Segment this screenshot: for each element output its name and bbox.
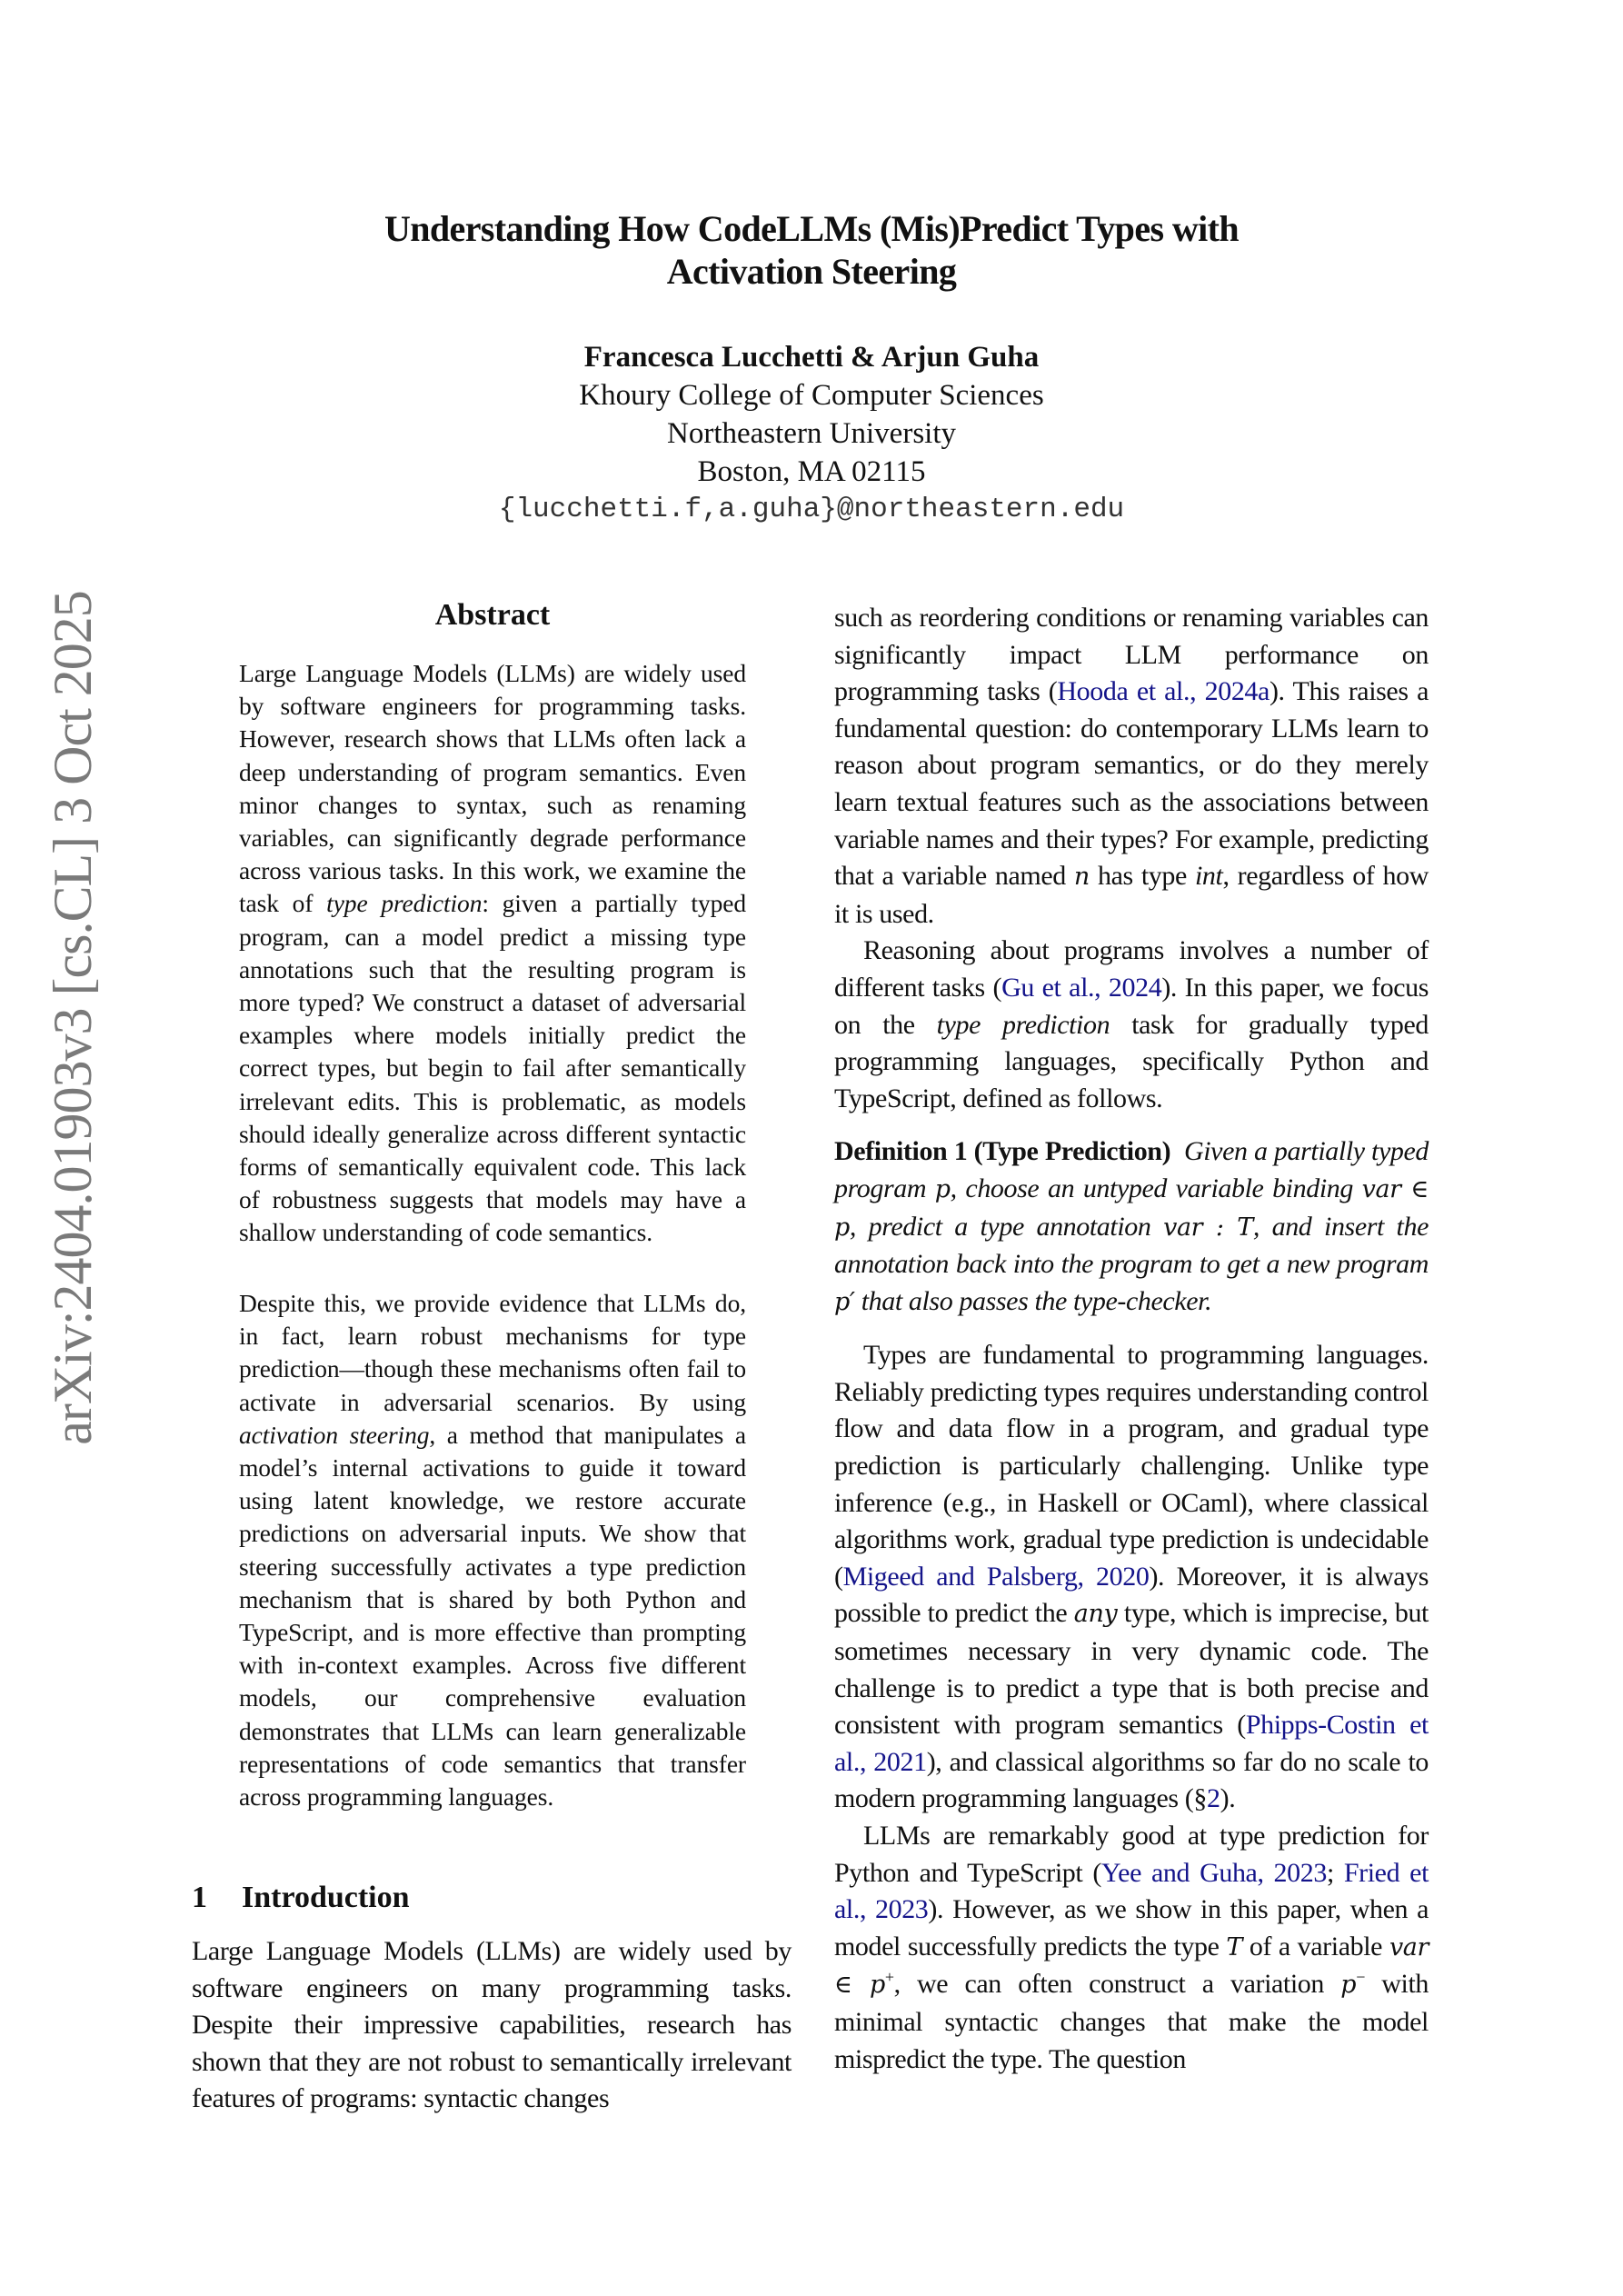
citation-link[interactable]: Migeed and Palsberg, 2020 xyxy=(842,1561,1150,1592)
body-text: , regardless of how it is used. xyxy=(834,861,1429,929)
math-superscript: + xyxy=(884,1968,894,1987)
intro-paragraph-2 xyxy=(834,933,1429,1117)
section-number: 1 xyxy=(192,1881,207,1914)
body-text: , we can often construct a variation xyxy=(893,1969,1341,2000)
title-line-2: Activation Steering xyxy=(666,251,957,292)
abstract-text: Large Language Models (LLMs) are widely used by software engineers for programming tasks. However, research shows that LLMs often lack a deep understanding of program semantics. Even minor changes to syntax, such as renaming variables, can significantly degrade performance across various tasks. In this work, we examine the task of xyxy=(239,659,746,918)
citation-link[interactable]: Hooda et al., 2024a xyxy=(1057,676,1270,707)
body-text: ), and classical algorithms so far do no scale to modern programming languages (§ xyxy=(834,1746,1429,1814)
body-text: Types are fundamental to programming languages. Reliably predicting types requires understanding control flow and data flow in a program, and gradual type prediction is particularly challenging. Unlike type inference (e.g., in Haskell or OCaml), where classical algorithms work, gradual type prediction is undecidable ( xyxy=(834,1340,1429,1592)
math-expression: var ∈ p xyxy=(834,1932,1429,2000)
body-text: ). Moreover, it is always possible to predict the xyxy=(834,1561,1429,1629)
body-text: ). xyxy=(1220,1783,1236,1814)
intro-paragraph-1-continued xyxy=(834,600,1429,933)
definition-text: , predict a type annotation xyxy=(849,1211,1164,1242)
section-reference-link[interactable]: 2 xyxy=(1207,1783,1220,1814)
author-block xyxy=(0,338,1623,529)
abstract-emphasis: type prediction xyxy=(326,889,483,918)
intro-left-column xyxy=(192,1933,792,2118)
paper-title xyxy=(0,207,1623,293)
body-text: type, which is imprecise, but sometimes necessary in very dynamic code. The challenge is to predict a type that is both precise and consistent with program semantics ( xyxy=(834,1598,1429,1741)
body-text: such as reordering conditions or renaming variables can significantly impact LLM performance on programming tasks ( xyxy=(834,603,1429,707)
definition-text: , and insert the annotation back into the program to get a new program xyxy=(834,1211,1429,1280)
author-emails[interactable]: {lucchetti.f,a.guha}@northeastern.edu xyxy=(498,494,1125,525)
math-variable: T xyxy=(1226,1932,1242,1962)
math-expression: var : T xyxy=(1163,1213,1253,1242)
intro-paragraph-3 xyxy=(834,1337,1429,1818)
body-text: ; xyxy=(1326,1857,1344,1888)
definition-text: that also passes the type-checker. xyxy=(854,1285,1212,1316)
citation-link[interactable]: Yee and Guha, 2023 xyxy=(1100,1857,1327,1888)
definition-heading: Definition 1 (Type Prediction) xyxy=(834,1136,1171,1167)
abstract-text: : given a partially typed program, can a model predict a missing type annotations such that the resulting program is more typed? We construct a dataset of adversarial examples where models initially predict the correct types, but begin to fail after semantically irrelevant edits. This is problematic, as models should ideally generalize across different syntactic forms of semantically equivalent code. This lack of robustness suggests that models may have a shallow understanding of code semantics. xyxy=(239,889,746,1247)
math-variable: n xyxy=(1073,863,1090,892)
affiliation-university: Northeastern University xyxy=(667,417,956,450)
body-text: LLMs are remarkably good at type prediction for Python and TypeScript ( xyxy=(834,1821,1429,1888)
body-text: Reasoning about programs involves a number of different tasks ( xyxy=(834,935,1429,1003)
body-emphasis: type prediction xyxy=(936,1009,1110,1040)
affiliation-address: Boston, MA 02115 xyxy=(697,455,926,488)
title-line-1: Understanding How CodeLLMs (Mis)Predict Types with xyxy=(383,208,1240,249)
citation-link[interactable]: Fried et al., 2023 xyxy=(834,1857,1429,1925)
type-name: int xyxy=(1194,861,1223,892)
section-heading-introduction xyxy=(192,1880,410,1916)
abstract-paragraph-1 xyxy=(239,657,746,1250)
definition-text: , choose an untyped variable binding xyxy=(950,1173,1362,1203)
math-variable: p′ xyxy=(834,1287,855,1316)
citation-link[interactable]: Phipps-Costin et al., 2021 xyxy=(834,1710,1429,1777)
definition-text: Given a partially typed program xyxy=(834,1136,1429,1203)
body-text: ). However, as we show in this paper, when a model successfully predicts the type xyxy=(834,1894,1429,1962)
right-column xyxy=(834,600,1429,2078)
abstract-text: Despite this, we provide evidence that LLMs do, in fact, learn robust mechanisms for type prediction—though these mechanisms often fail to activate in adversarial scenarios. By using xyxy=(239,1289,746,1416)
abstract-emphasis: activation steering xyxy=(239,1420,430,1449)
body-text: ). This raises a fundamental question: do contemporary LLMs learn to reason about program semantics, or do they merely learn textual features such as the associations between variable names and their types? For example, predicting that a variable named xyxy=(834,676,1429,892)
math-expression: var ∈ p xyxy=(834,1174,1429,1242)
math-variable: p xyxy=(934,1174,951,1203)
intro-paragraph-1: Large Language Models (LLMs) are widely used by software engineers on many programming tasks. Despite their impressive capabilities, research has shown that they are not robust to semantically irrelevant features of programs: syntactic changes xyxy=(192,1936,792,2114)
section-title: Introduction xyxy=(242,1881,410,1914)
abstract-paragraph-2 xyxy=(239,1287,746,1813)
abstract-text: , a method that manipulates a model’s internal activations to guide it toward using latent knowledge, we restore accurate predictions on adversarial inputs. We show that steering successfully activates a type prediction mechanism that is shared by both Python and TypeScript, and is more effective than prompting with in-context examples. Across five different models, our comprehensive evaluation demonstrates that LLMs can learn generalizable representations of code semantics that transfer across programming languages. xyxy=(239,1420,747,1812)
author-names: Francesca Lucchetti & Arjun Guha xyxy=(583,341,1040,374)
citation-link[interactable]: Gu et al., 2024 xyxy=(1001,972,1162,1003)
affiliation-college: Khoury College of Computer Sciences xyxy=(579,379,1044,412)
body-text: with minimal syntactic changes that make the model mispredict the type. The question xyxy=(834,1969,1429,2074)
body-text: ). In this paper, we focus on the xyxy=(834,972,1429,1040)
intro-paragraph-4 xyxy=(834,1818,1429,2078)
abstract-heading: Abstract xyxy=(434,598,551,632)
body-text: has type xyxy=(1089,861,1195,892)
definition-type-prediction xyxy=(834,1133,1429,1321)
math-variable: p xyxy=(1340,1971,1357,2000)
math-variable: any xyxy=(1073,1600,1118,1629)
body-text: task for gradually typed programming languages, specifically Python and TypeScript, defined as follows. xyxy=(834,1009,1429,1113)
arxiv-identifier-stamp: arXiv:2404.01903v3 [cs.CL] 3 Oct 2025 xyxy=(43,591,103,1445)
body-text: of a variable xyxy=(1241,1931,1389,1962)
math-superscript: − xyxy=(1356,1968,1365,1987)
